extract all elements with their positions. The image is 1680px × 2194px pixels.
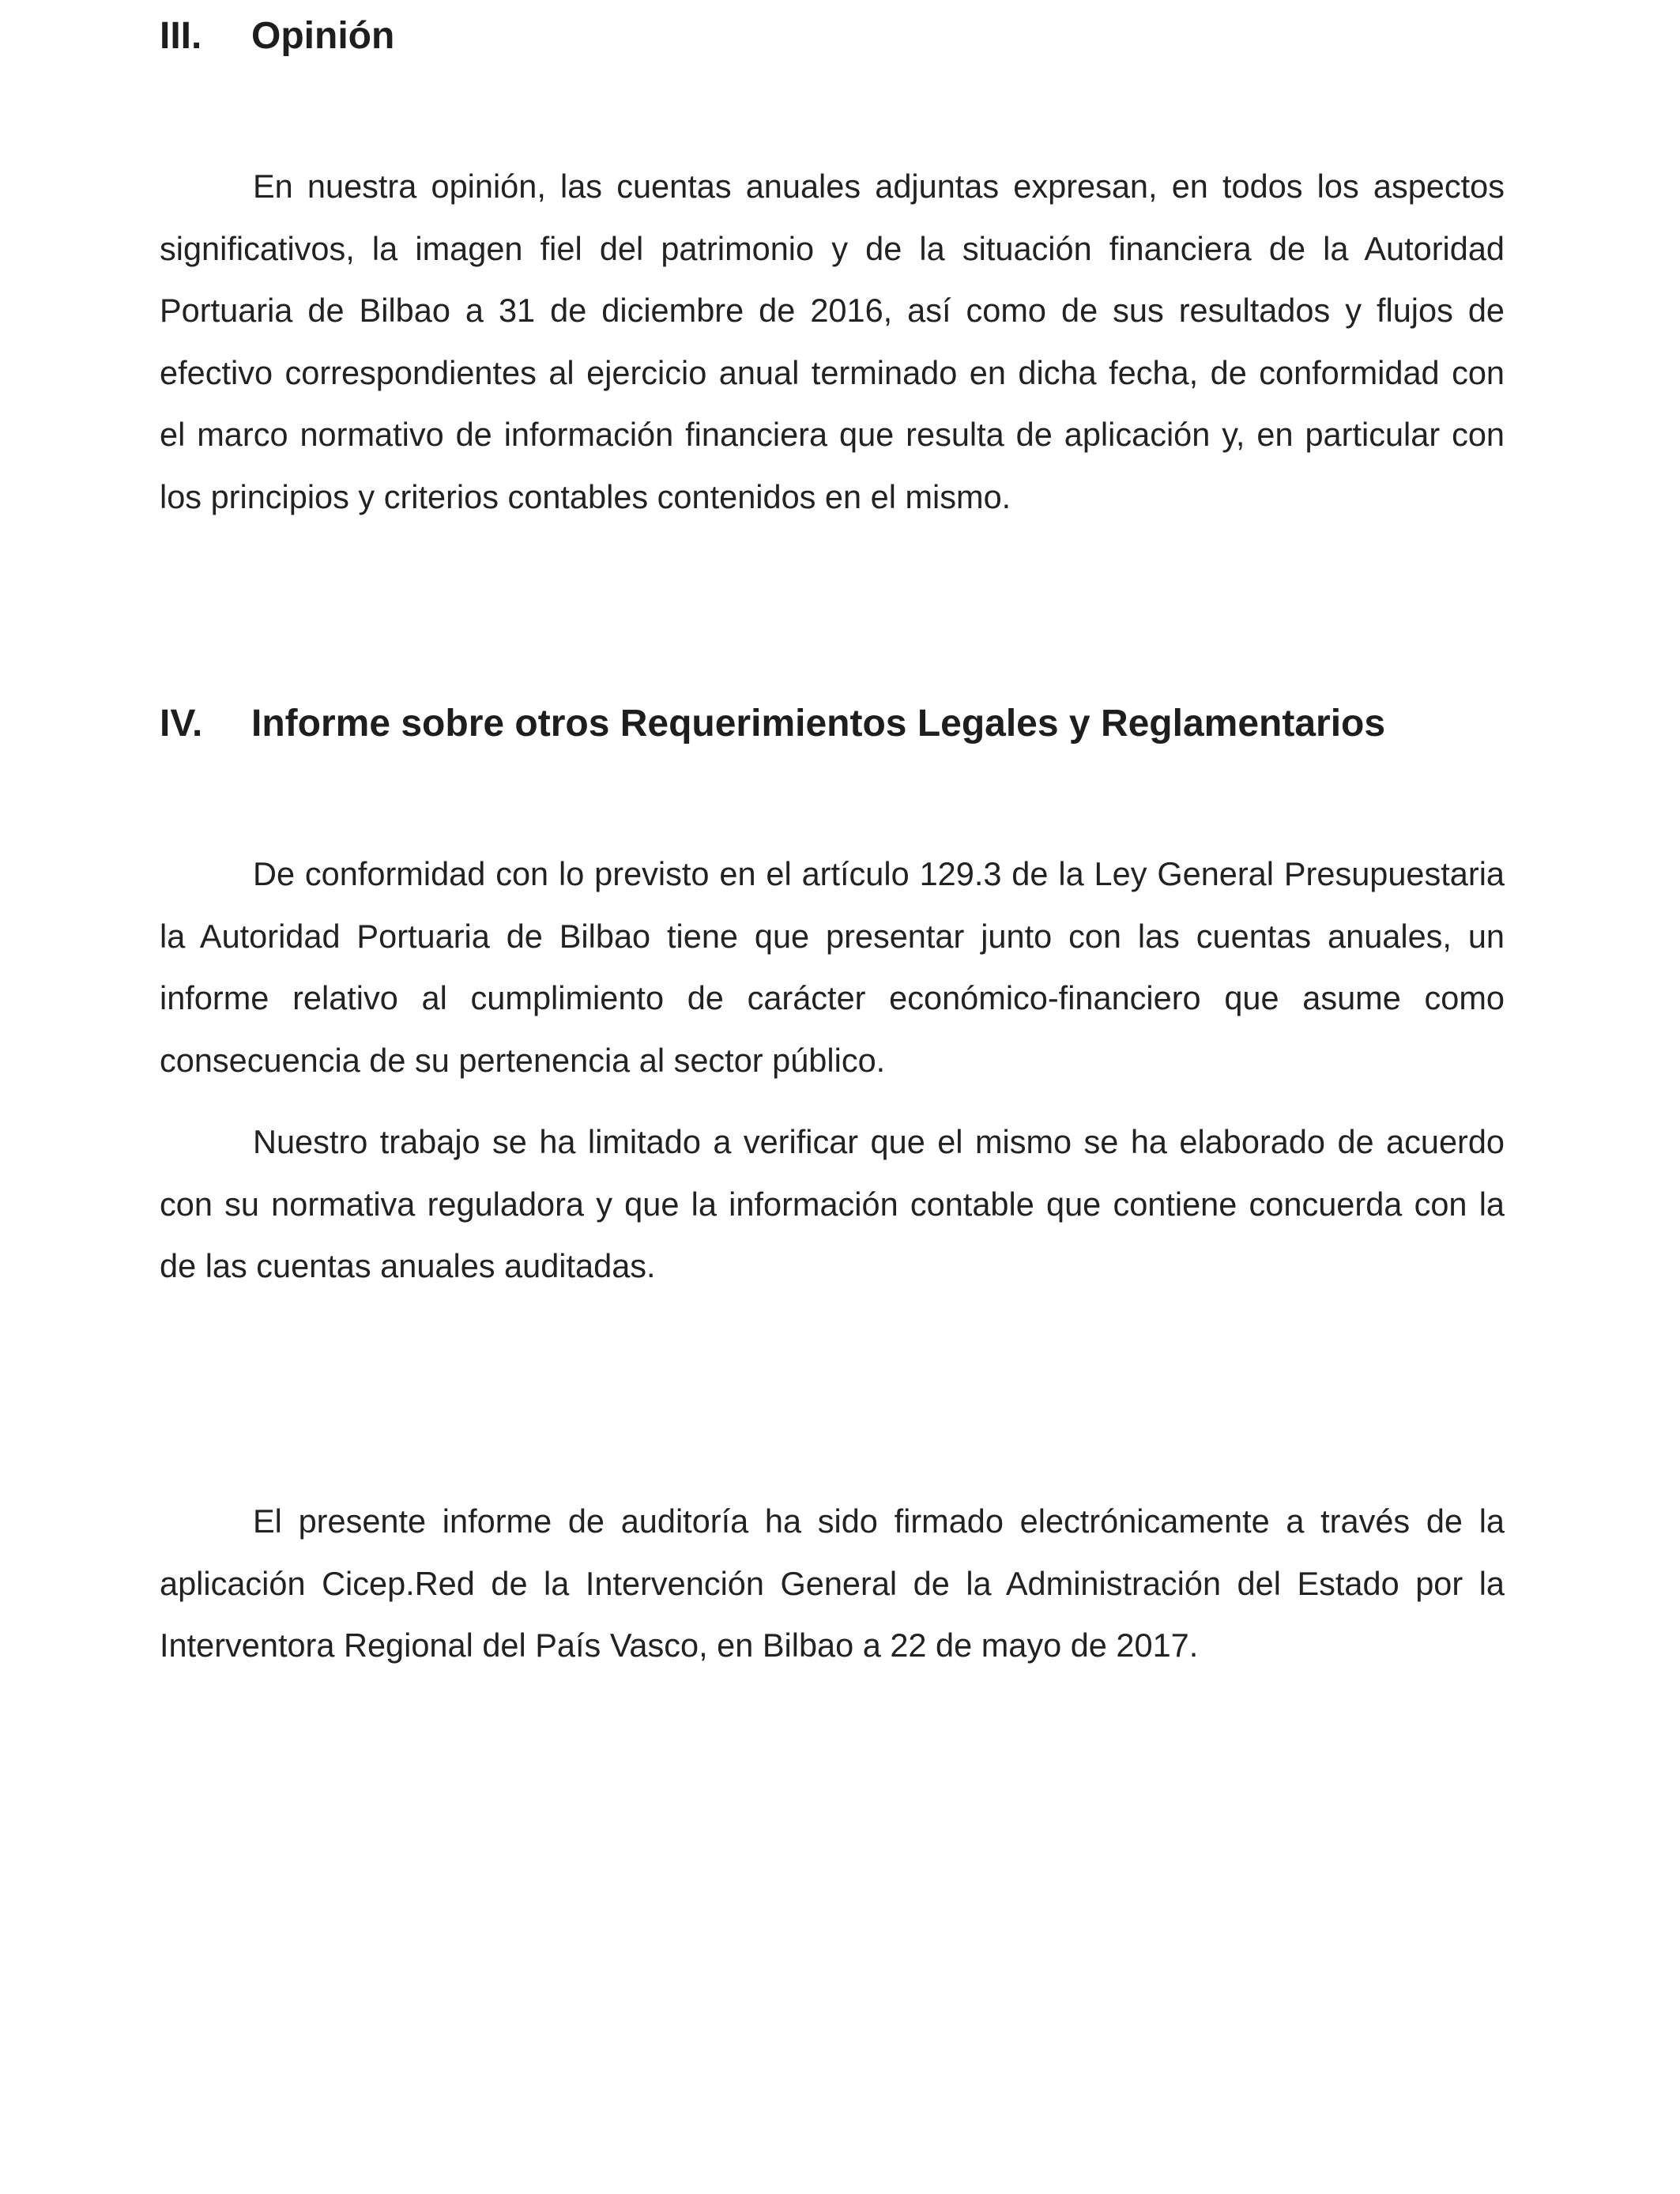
scope-paragraph: Nuestro trabajo se ha limitado a verificar que el mismo se ha elaborado de acuerdo con su normativa reguladora y que la información contable que contiene concuerda con la de las cuentas anuales auditadas. xyxy=(160,1123,1505,1284)
legal-requirements-paragraph: De conformidad con lo previsto en el artículo 129.3 de la Ley General Presupuestaria la Autoridad Portuaria de Bilbao tiene que presentar junto con las cuentas anuales, un informe relativo al cumplimiento de carácter económico-financiero que asume como consecuencia de su pertenencia al sector público. xyxy=(160,855,1505,1079)
signature-paragraph: El presente informe de auditoría ha sido firmado electrónicamente a través de la aplicación Cicep.Red de la Intervención General de la Administración del Estado por la Interventora Regional del País Vasco, en Bilbao a 22 de mayo de 2017. xyxy=(160,1502,1505,1664)
section-3-number: III. xyxy=(160,15,202,57)
section-4-title: Informe sobre otros Requerimientos Legales y Reglamentarios xyxy=(251,703,1386,745)
opinion-paragraph: En nuestra opinión, las cuentas anuales adjuntas expresan, en todos los aspectos significativos, la imagen fiel del patrimonio y de la situación financiera de la Autoridad Portuaria de Bilbao a 31 de diciembre de 2016, así como de sus resultados y flujos de efectivo correspondientes al ejercicio anual terminado en dicha fecha, de conformidad con el marco normativo de información financiera que resulta de aplicación y, en particular con los principios y criterios contables contenidos en el mismo. xyxy=(160,168,1505,515)
section-3-title: Opinión xyxy=(251,15,395,57)
section-4-number: IV. xyxy=(160,703,203,745)
